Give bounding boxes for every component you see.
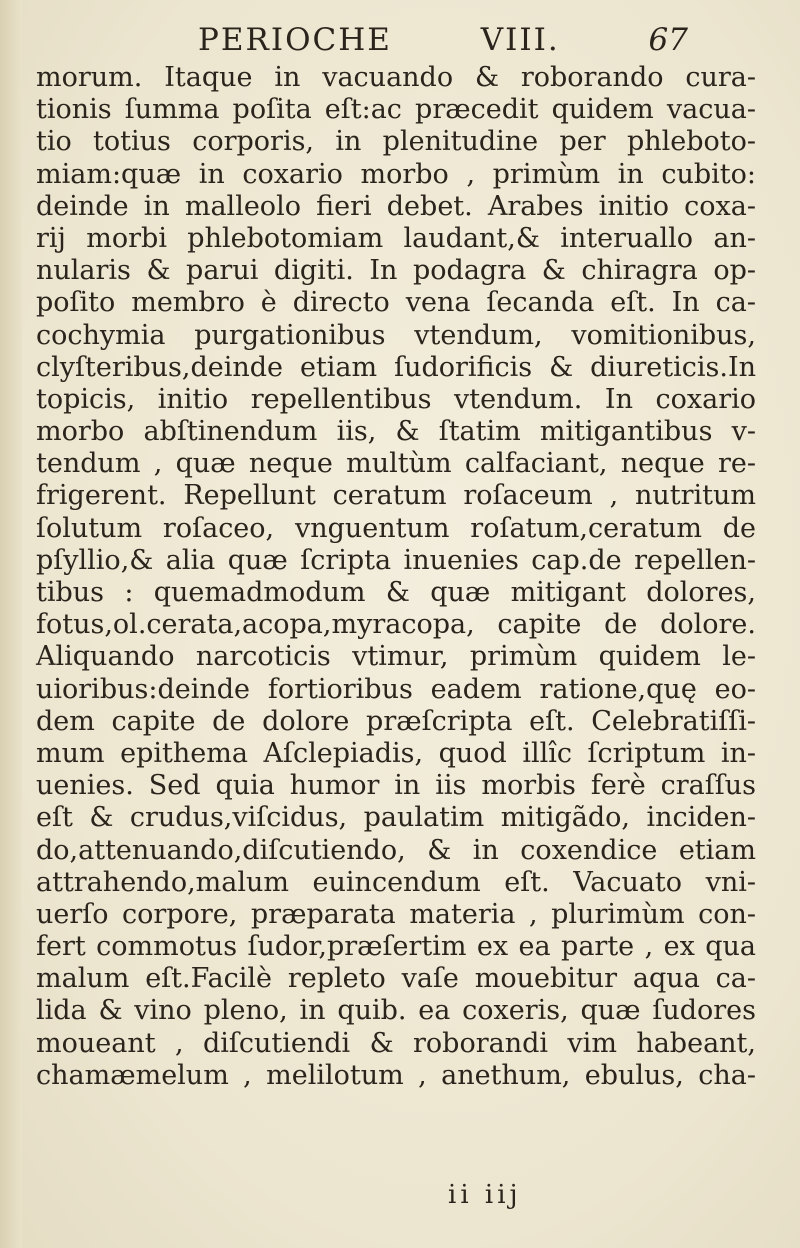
text-line: Aliquando narcoticis vtimur, primùm quidem le- [36,641,756,673]
running-header [198,22,688,62]
text-line: uerſo corpore, præparata materia , plurimùm con- [36,898,756,930]
text-line: fert commotus ſudor,præſertim ex ea parte , ex qua [36,931,756,963]
text-line: mum epithema Aſclepiadis, quod illîc ſcriptum in- [36,737,756,769]
text-line: rij morbi phlebotomiam laudant,& interuallo an- [36,222,756,254]
text-line: topicis, initio repellentibus vtendum. In coxario [36,383,756,415]
text-line: fotus,ol.cerata,acopa,myracopa, capite de dolore. [36,609,756,641]
text-line: attrahendo,malum euincendum eſt. Vacuato vni- [36,866,756,898]
text-line: chamæmelum , melilotum , anethum, ebulus, cha- [36,1059,756,1091]
signature-mark: ii iij [448,1180,522,1210]
text-line: clyſteribus,deinde etiam ſudorificis & diureticis.In [36,351,756,383]
text-line: pſyllio,& alia quæ ſcripta inuenies cap.de repellen- [36,544,756,576]
text-line: morum. Itaque in vacuando & roborando cura- [36,62,756,93]
text-line: tibus : quemadmodum & quæ mitigant dolores, [36,577,756,608]
text-line: uenies. Sed quia humor in iis morbis ferè craſſus [36,770,756,802]
text-line: uioribus:deinde fortioribus eadem ratione,quę eo- [36,673,756,705]
text-line: poſito membro è directo vena ſecanda eſt. In ca- [36,287,756,319]
text-line: tio totius corporis, in plenitudine per phleboto- [36,126,756,158]
header-title: PERIOCHE [198,22,392,58]
text-line: ſolutum roſaceo, vnguentum roſatum,ceratum de [36,512,756,544]
text-line: cochymia purgationibus vtendum, vomitionibus, [36,319,756,351]
text-line: morbo abſtinendum iis, & ſtatim mitigantibus v- [36,416,756,448]
text-line: frigerent. Repellunt ceratum roſaceum , nutritum [36,480,756,512]
page-gutter [0,0,22,1248]
text-line: tionis ſumma poſita eſt:ac præcedit quidem vacua- [36,94,756,126]
page-number: 67 [648,22,688,58]
text-line: dem capite de dolore præſcripta eſt. Celebratiſſi- [36,705,756,737]
text-line: do,attenuando,diſcutiendo, & in coxendice etiam [36,834,756,866]
header-chapter: VIII. [480,22,560,58]
text-line: deinde in malleolo fieri debet. Arabes initio coxa- [36,190,756,222]
text-line: eſt & crudus,viſcidus, paulatim mitigãdo, inciden- [36,802,756,834]
text-line: tendum , quæ neque multùm calfaciant, neque re- [36,448,756,480]
text-line: moueant , diſcutiendi & roborandi vim habeant, [36,1027,756,1059]
text-line: malum eſt.Facilè repleto vaſe mouebitur aqua ca- [36,963,756,995]
text-line: miam:quæ in coxario morbo , primùm in cubito: [36,158,756,190]
text-line: nularis & parui digiti. In podagra & chiragra op- [36,255,756,287]
body-text [36,62,756,1092]
text-line: lida & vino pleno, in quib. ea coxeris, quæ ſudores [36,995,756,1027]
